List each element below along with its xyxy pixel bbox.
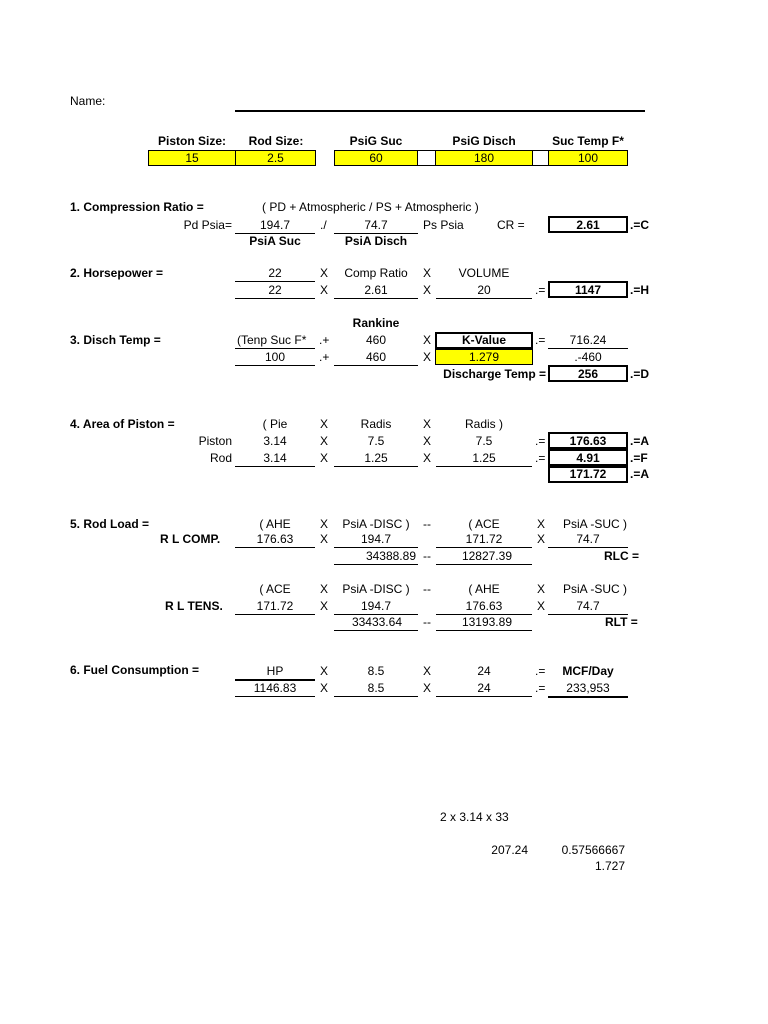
rlt-row-op1: X (320, 599, 329, 613)
rankine-label: Rankine (352, 316, 400, 330)
spacer-cell-2 (532, 150, 549, 166)
horsepower-title: 2. Horsepower = (70, 266, 164, 280)
rlt-head-c4: PsiA -SUC ) (562, 582, 627, 596)
net-area-tail: .=A (630, 467, 650, 481)
fuel-consumption-title: 6. Fuel Consumption = (70, 663, 200, 677)
rlc-row-ul3 (436, 547, 532, 548)
rlc-row-c2: 194.7 (360, 532, 392, 546)
net-area-value: 171.72 (569, 467, 607, 481)
rlc-sub-op: -- (423, 549, 431, 563)
rod-load-title: 5. Rod Load = (70, 517, 150, 531)
fuel-row2-eq: .= (535, 681, 546, 695)
pd-psia-label: Pd Psia= (183, 218, 232, 232)
rlc-row-op1: X (320, 532, 329, 546)
rl-comp-label: R L COMP. (160, 532, 221, 546)
rlt-row-op2: X (537, 599, 546, 613)
rlc-head-c1: ( AHE (259, 517, 291, 531)
psia-disch-label: PsiA Disch (344, 234, 408, 248)
dt-row2-ul2 (334, 365, 418, 366)
dt-row1-c2: 460 (365, 333, 387, 347)
discharge-temp-value: 256 (577, 367, 599, 381)
rlt-row-c2: 194.7 (360, 599, 392, 613)
rlt-head-c3: ( AHE (468, 582, 500, 596)
fuel-row2-op1: X (320, 681, 329, 695)
suc-temp-header: Suc Temp F* (552, 134, 624, 148)
area-piston-title: 4. Area of Piston = (70, 417, 175, 431)
rod-area-value: 4.91 (576, 451, 600, 465)
rod-size-header: Rod Size: (248, 134, 304, 148)
dt-row2-op2: X (423, 350, 432, 364)
ps-psia-value: 74.7 (364, 218, 388, 232)
fuel-row2-c1: 1146.83 (253, 681, 297, 695)
rod-row-op1: X (320, 451, 329, 465)
rlc-row-c4: 74.7 (576, 532, 600, 546)
piston-area-value: 176.63 (569, 434, 607, 448)
dt-row1-underline (235, 348, 315, 349)
fuel-row2-ul1 (235, 696, 315, 697)
fuel-row1-op1: X (320, 664, 329, 678)
rlt-head-c2: PsiA -DISC ) (342, 582, 410, 596)
rl-tens-label: R L TENS. (165, 599, 223, 613)
psig-suc-value: 60 (369, 151, 383, 165)
psig-disch-value: 180 (473, 151, 495, 165)
rlt-row-c3: 176.63 (465, 599, 503, 613)
area-head-c3: Radis ) (464, 417, 503, 431)
area-head-c2: Radis (360, 417, 392, 431)
rod-row-ul2 (334, 466, 418, 467)
dt-row2-ul1 (235, 365, 315, 366)
hp-row1-c1: 22 (268, 266, 282, 280)
dt-row1-op1: .+ (319, 333, 330, 347)
dt-row1-c1: (Tenp Suc F* (237, 333, 307, 347)
name-line[interactable] (235, 110, 645, 112)
piston-row-c2: 7.5 (367, 434, 385, 448)
rlc-row-ul4 (548, 547, 628, 548)
hp-row2-c2: 2.61 (364, 283, 388, 297)
fuel-row2-ul2 (334, 696, 418, 697)
rlc-head-op1: X (320, 517, 329, 531)
rlc-row-c1: 176.63 (256, 532, 294, 546)
disch-temp-title: 3. Disch Temp = (70, 333, 161, 347)
mcf-day-label: MCF/Day (562, 664, 614, 678)
rod-row-op2: X (423, 451, 432, 465)
rod-row-c2: 1.25 (364, 451, 388, 465)
hp-row2-c1: 22 (268, 283, 282, 297)
rlt-sub-ul2 (436, 630, 532, 631)
hp-row2-ul3 (436, 298, 532, 299)
piston-row-op1: X (320, 434, 329, 448)
piston-row-c1: 3.14 (263, 434, 287, 448)
rlc-result-label: RLC = (604, 549, 640, 563)
dt-row2-c1: 100 (264, 350, 286, 364)
rlt-sub-ul1 (334, 630, 418, 631)
hp-row2-c3: 20 (477, 283, 491, 297)
hp-result-value: 1147 (574, 283, 602, 297)
dt-row2-minus460: .-460 (574, 350, 602, 364)
rlc-row-op2: X (537, 532, 546, 546)
fuel-row2-c2: 8.5 (367, 681, 385, 695)
rlc-head-op3: X (537, 517, 546, 531)
piston-area-tail: .=A (630, 434, 650, 448)
rod-row-eq: .= (535, 451, 546, 465)
dt-row1-op2: X (423, 333, 432, 347)
fuel-row1-c2: 8.5 (367, 664, 385, 678)
note-value-3: 1.727 (594, 859, 625, 873)
hp-row2-ul1 (235, 298, 315, 299)
rlc-row-ul2 (334, 547, 418, 548)
dt-row1-result: 716.24 (569, 333, 607, 347)
piston-row-label: Piston (198, 434, 232, 448)
hp-row1-c3: VOLUME (458, 266, 510, 280)
rlt-row-c4: 74.7 (576, 599, 600, 613)
cr-result-tail: .=C (630, 218, 650, 232)
rlt-head-op2: -- (423, 582, 431, 596)
rlt-row-ul1 (235, 614, 315, 615)
rlt-sub-op: -- (423, 615, 431, 629)
rod-size-value: 2.5 (267, 151, 284, 165)
fuel-result-value: 233,953 (566, 681, 610, 695)
compression-ratio-title: 1. Compression Ratio = (70, 200, 204, 214)
rlt-head-op1: X (320, 582, 329, 596)
rlt-head-op3: X (537, 582, 546, 596)
discharge-temp-label: Discharge Temp = (443, 367, 546, 381)
rlc-sub-2: 12827.39 (461, 549, 512, 563)
area-head-c1: ( Pie (262, 417, 288, 431)
note-value-1: 207.24 (491, 843, 528, 857)
fuel-row1-op2: X (423, 664, 432, 678)
fuel-row1-eq: .= (535, 664, 546, 678)
hp-row2-ul2 (334, 298, 418, 299)
rlt-result-label: RLT = (605, 615, 638, 629)
fuel-row1-c3: 24 (477, 664, 491, 678)
rlc-row-c3: 171.72 (465, 532, 503, 546)
fuel-row1-c1: HP (266, 664, 284, 678)
hp-row1-c2: Comp Ratio (344, 266, 408, 280)
cr-label: CR = (497, 218, 525, 232)
hp-row2-op2: X (423, 283, 432, 297)
psig-suc-header: PsiG Suc (349, 134, 403, 148)
rlt-head-c1: ( ACE (259, 582, 291, 596)
divide-operator: ./ (320, 218, 327, 232)
rod-row-c1: 3.14 (263, 451, 287, 465)
note-formula: 2 x 3.14 x 33 (440, 810, 509, 824)
piston-size-header: Piston Size: (157, 134, 226, 148)
compression-ratio-formula: ( PD + Atmospheric / PS + Atmospheric ) (262, 200, 479, 214)
suc-temp-value: 100 (577, 151, 599, 165)
hp-row1-underline (235, 281, 315, 282)
rod-row-c3: 1.25 (472, 451, 496, 465)
rlt-row-c1: 171.72 (256, 599, 294, 613)
fuel-row2-op2: X (423, 681, 432, 695)
area-head-op2: X (423, 417, 432, 431)
dt-row1-result-underline (548, 348, 628, 349)
hp-row2-op1: X (320, 283, 329, 297)
hp-equals: .= (535, 283, 546, 297)
rod-area-tail: .=F (630, 451, 648, 465)
spacer-cell-1 (417, 150, 436, 166)
piston-row-c3: 7.5 (475, 434, 493, 448)
dt-row2-op1: .+ (319, 350, 330, 364)
note-value-2: 0.57566667 (561, 843, 625, 857)
ps-psia-label: Ps Psia (423, 218, 464, 232)
piston-row-op2: X (423, 434, 432, 448)
piston-size-value: 15 (185, 151, 199, 165)
rlc-head-c4: PsiA -SUC ) (562, 517, 627, 531)
rlc-sub-ul1 (334, 564, 418, 565)
name-label: Name: (70, 94, 106, 108)
rlc-head-c2: PsiA -DISC ) (342, 517, 410, 531)
fuel-result-underline (548, 696, 628, 698)
hp-row1-op2: X (423, 266, 432, 280)
k-value-header: K-Value (461, 333, 506, 347)
rod-row-ul1 (235, 466, 315, 467)
pd-psia-value: 194.7 (259, 218, 291, 232)
dt-row2-c2: 460 (365, 350, 387, 364)
fuel-row2-ul3 (436, 696, 532, 697)
rlc-sub-ul2 (436, 564, 532, 565)
cr-result-value: 2.61 (576, 218, 600, 232)
rlc-sub-1: 34388.89 (365, 549, 416, 563)
psia-suc-label: PsiA Suc (249, 234, 301, 248)
rlc-head-c3: ( ACE (468, 517, 500, 531)
rlc-row-ul1 (235, 547, 315, 548)
area-head-op1: X (320, 417, 329, 431)
rlt-sub-2: 13193.89 (461, 615, 512, 629)
psig-disch-header: PsiG Disch (452, 134, 516, 148)
rlc-head-op2: -- (423, 517, 431, 531)
hp-result-tail: .=H (630, 283, 650, 297)
hp-row1-op1: X (320, 266, 329, 280)
piston-row-eq: .= (535, 434, 546, 448)
fuel-row2-c3: 24 (477, 681, 491, 695)
k-value-value: 1.279 (468, 350, 500, 364)
dt-row1-eq: .= (535, 333, 546, 347)
discharge-temp-tail: .=D (630, 367, 650, 381)
rod-row-label: Rod (209, 451, 232, 465)
rod-row-ul3 (436, 466, 532, 467)
rlt-sub-1: 33433.64 (351, 615, 402, 629)
